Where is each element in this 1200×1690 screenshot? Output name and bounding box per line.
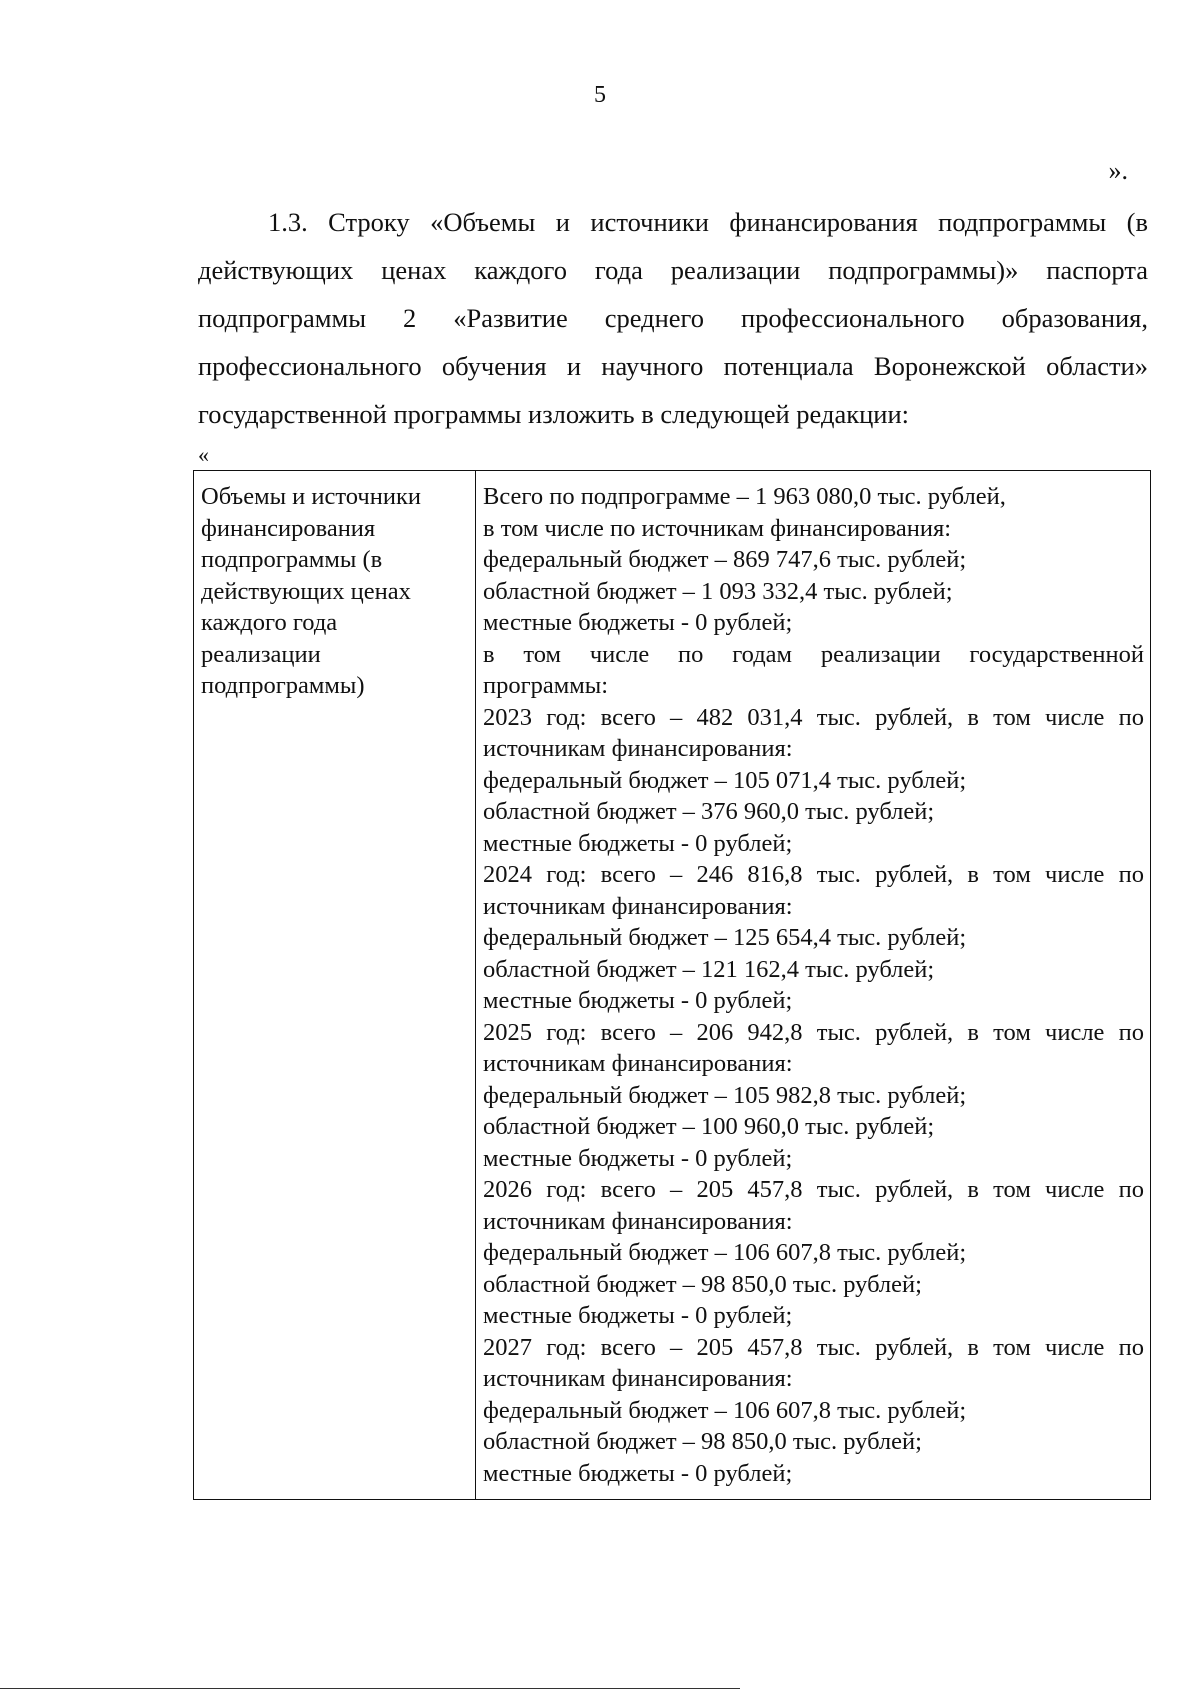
value-line: областной бюджет – 100 960,0 тыс. рублей;: [483, 1113, 935, 1140]
value-line: федеральный бюджет – 106 607,8 тыс. рублей;: [483, 1239, 967, 1266]
value-line: местные бюджеты - 0 рублей;: [483, 1302, 793, 1329]
value-line: федеральный бюджет – 106 607,8 тыс. рублей;: [483, 1396, 967, 1424]
value-line: 2026 год: всего – 205 457,8 тыс. рублей, в том числе по: [483, 1176, 1144, 1203]
label-cell: [194, 471, 476, 1500]
value-line: источникам финансирования:: [483, 735, 793, 762]
financing-table: [193, 470, 1151, 1500]
value-line: Всего по подпрограмме – 1 963 080,0 тыс. рублей,: [483, 483, 1006, 510]
value-line: программы:: [483, 672, 609, 699]
value-line: федеральный бюджет – 869 747,6 тыс. рублей;: [483, 546, 967, 573]
value-line: источникам финансирования:: [483, 1207, 793, 1235]
closing-quote: ».: [1108, 156, 1128, 185]
value-line: областной бюджет – 376 960,0 тыс. рублей;: [483, 798, 935, 825]
value-line: местные бюджеты - 0 рублей;: [483, 609, 793, 636]
value-line: 2027 год: всего – 205 457,8 тыс. рублей, в том числе по: [483, 1333, 1144, 1361]
value-line: областной бюджет – 98 850,0 тыс. рублей;: [483, 1270, 922, 1298]
table-row: [194, 471, 1151, 1500]
value-line: федеральный бюджет – 125 654,4 тыс. рублей;: [483, 924, 967, 951]
value-line: 2025 год: всего – 206 942,8 тыс. рублей, в том числе по: [483, 1018, 1144, 1046]
opening-quote: «: [198, 442, 209, 467]
value-line: областной бюджет – 121 162,4 тыс. рублей;: [483, 955, 935, 983]
footer-rule: [0, 1688, 740, 1689]
value-line: источникам финансирования:: [483, 1365, 793, 1392]
value-line: федеральный бюджет – 105 071,4 тыс. рублей;: [483, 766, 967, 794]
value-line: областной бюджет – 98 850,0 тыс. рублей;: [483, 1428, 922, 1455]
value-line: местные бюджеты - 0 рублей;: [483, 987, 793, 1014]
value-line: областной бюджет – 1 093 332,4 тыс. рублей;: [483, 577, 953, 605]
value-line: 2024 год: всего – 246 816,8 тыс. рублей, в том числе по: [483, 861, 1144, 888]
value-line: 2023 год: всего – 482 031,4 тыс. рублей, в том числе по: [483, 703, 1144, 731]
value-line: в том числе по источникам финансирования:: [483, 514, 952, 542]
value-cell: [476, 471, 1151, 1500]
label-text: Объемы и источники финансирования подпрограммы (в действующих ценах каждого года реализации подпрограммы): [201, 483, 421, 699]
value-line: федеральный бюджет – 105 982,8 тыс. рублей;: [483, 1081, 967, 1109]
page-number: 5: [594, 82, 606, 108]
value-line: местные бюджеты - 0 рублей;: [483, 829, 793, 857]
value-line: местные бюджеты - 0 рублей;: [483, 1144, 793, 1172]
value-line: источникам финансирования:: [483, 1050, 793, 1077]
value-line: источникам финансирования:: [483, 892, 793, 920]
value-line: в том числе по годам реализации государственной: [483, 640, 1144, 668]
intro-paragraph: 1.3. Строку «Объемы и источники финансирования подпрограммы (в действующих ценах каждого года реализации подпрограммы)» паспорта подпрограммы 2 «Развитие среднего профессионального образования, профессионального обучения и научного потенциала Воронежской области» государственной программы изложить в следующей редакции:: [198, 207, 1148, 429]
value-line: местные бюджеты - 0 рублей;: [483, 1459, 793, 1487]
